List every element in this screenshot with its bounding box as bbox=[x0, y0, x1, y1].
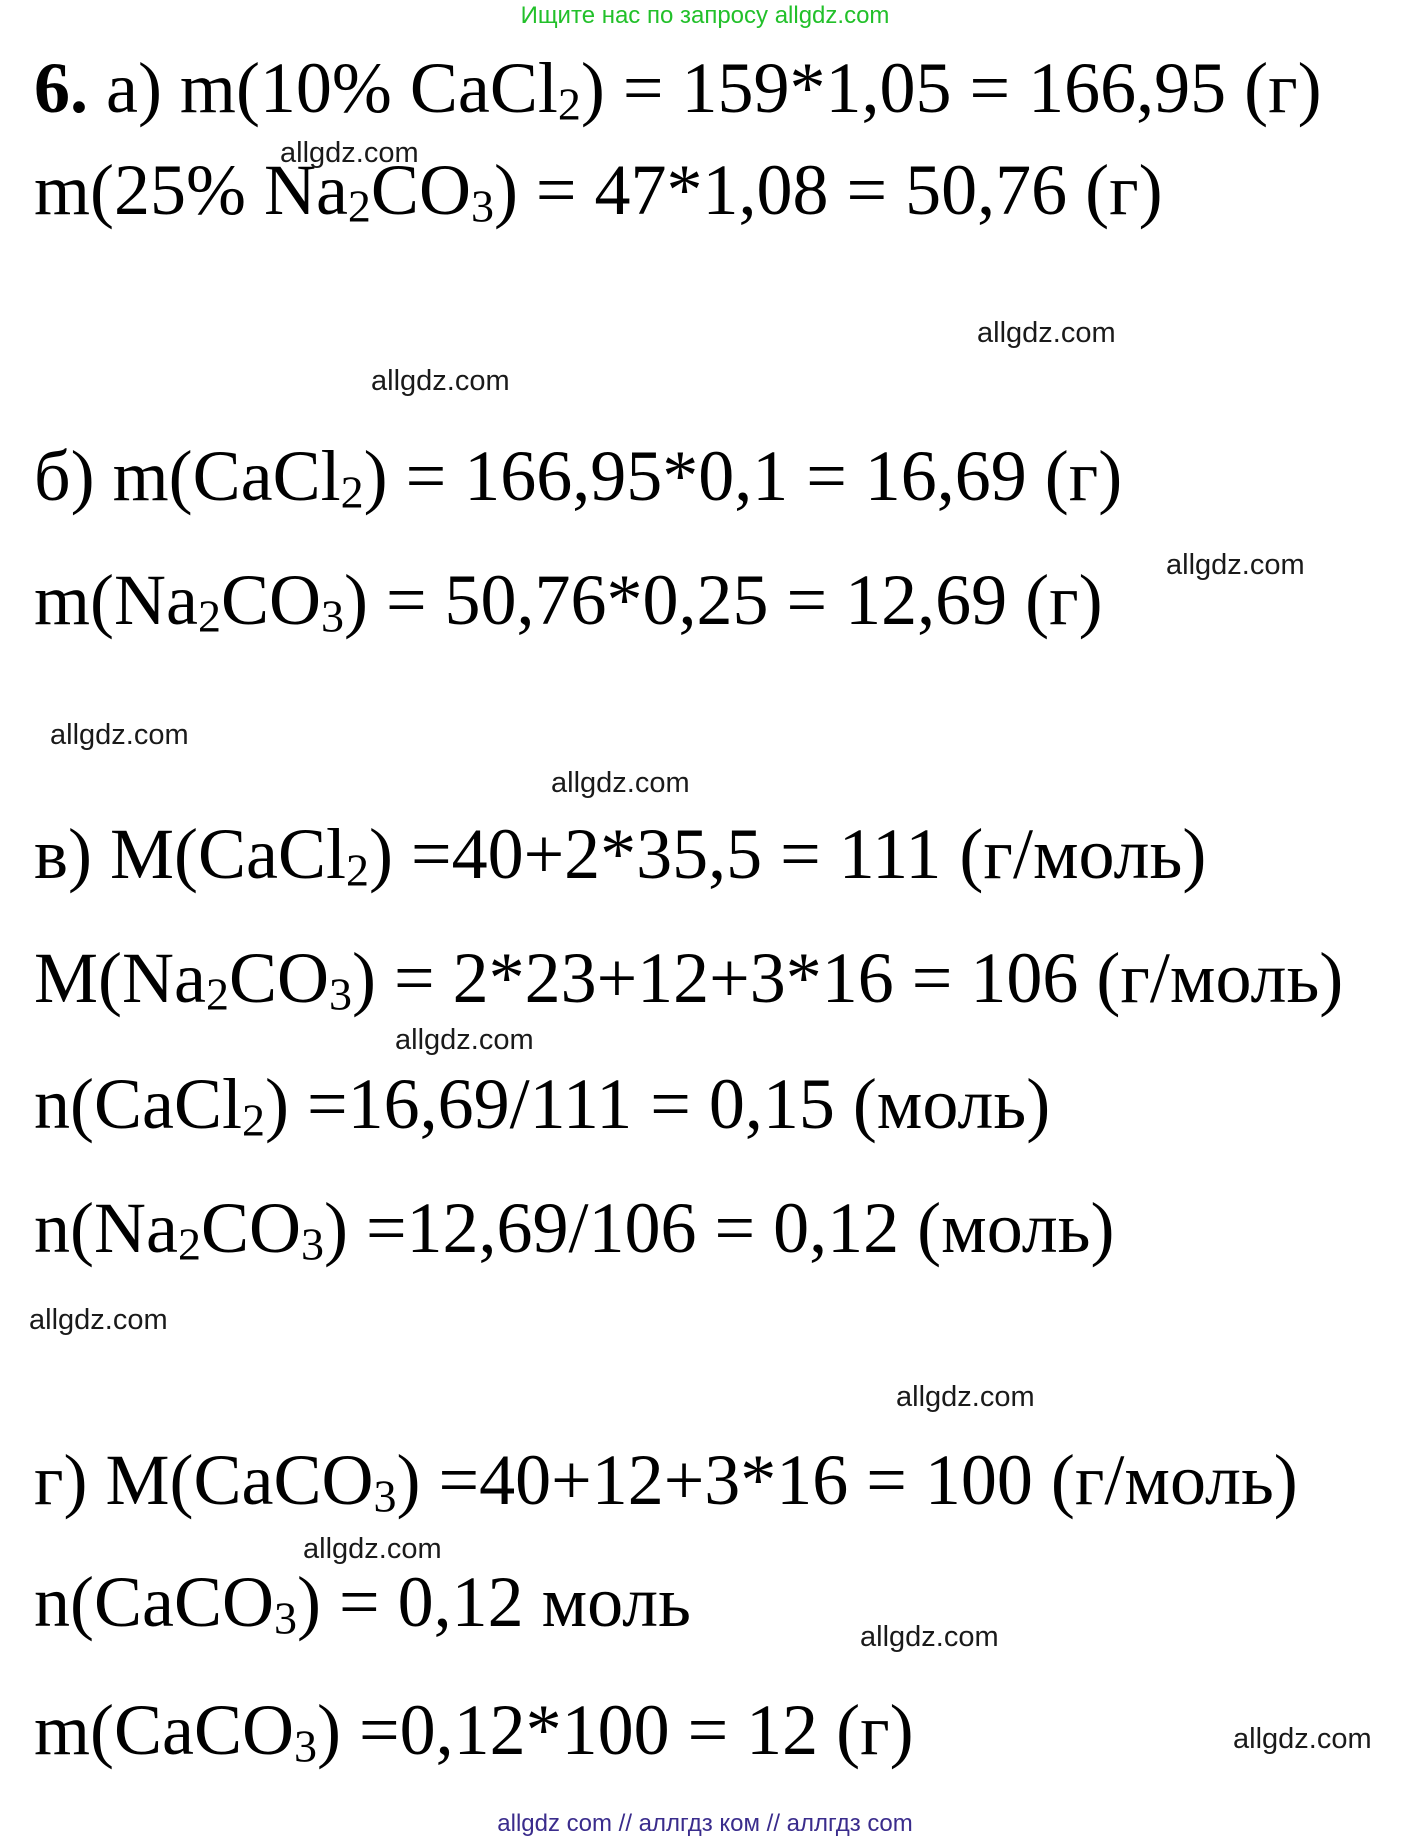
line-b-mass-cacl2: б) m(CaCl$_2$) = 166,95*0,1 = 16,69 (г) bbox=[34, 436, 1123, 518]
watermark: allgdz.com bbox=[977, 317, 1116, 349]
line-b-mass-na2co3: $m(Na_2CO_3) = 50,76*0,25 = 12,69$ (г) bbox=[34, 560, 1103, 642]
footer-links: allgdz com // аллгдз ком // аллгдз com bbox=[497, 1810, 913, 1837]
watermark: allgdz.com bbox=[1166, 549, 1305, 581]
line-c-moles-na2co3: $n(Na_2CO_3) =12,69/106 = 0,12$ (моль) bbox=[34, 1188, 1115, 1270]
header-search-hint: Ищите нас по запросу allgdz.com bbox=[520, 2, 890, 29]
line-c-molar-mass-na2co3: $M(Na_2CO_3) = 2*23+12+3*16 = 106$ (г/моль) bbox=[34, 938, 1344, 1020]
line-c-moles-cacl2: n(CaCl$_2$) =16,69/111 = 0,15 (моль) bbox=[34, 1064, 1051, 1146]
watermark: allgdz.com bbox=[29, 1304, 168, 1336]
watermark: allgdz.com bbox=[395, 1024, 534, 1056]
line-a-mass-na2co3-solution: m(25% $Na_2CO_3) = 47*1,08 = 50,76$ (г) bbox=[34, 150, 1163, 232]
line-a-mass-cacl2-solution: 6. а) m(10% CaCl$_2$) = 159*1,05 = 166,95 (г) bbox=[34, 48, 1322, 130]
watermark: allgdz.com bbox=[50, 719, 189, 751]
watermark: allgdz.com bbox=[551, 767, 690, 799]
line-c-molar-mass-cacl2: в) M(CaCl$_2$) =40+2*35,5 = 111 (г/моль) bbox=[34, 814, 1207, 896]
watermark: allgdz.com bbox=[371, 365, 510, 397]
watermark: allgdz.com bbox=[1233, 1723, 1372, 1755]
watermark: allgdz.com bbox=[280, 137, 419, 169]
task-number: 6. bbox=[34, 48, 88, 128]
line-d-molar-mass-caco3: г) M(CaCO$_3$) =40+12+3*16 = 100 (г/моль) bbox=[34, 1440, 1298, 1522]
line-d-moles-caco3: n(CaCO$_3$) = 0,12 моль bbox=[34, 1562, 691, 1644]
watermark: allgdz.com bbox=[860, 1621, 999, 1653]
watermark: allgdz.com bbox=[303, 1533, 442, 1565]
line-d-mass-caco3: m(CaCO$_3$) =0,12*100 = 12 (г) bbox=[34, 1690, 914, 1772]
watermark: allgdz.com bbox=[896, 1381, 1035, 1413]
